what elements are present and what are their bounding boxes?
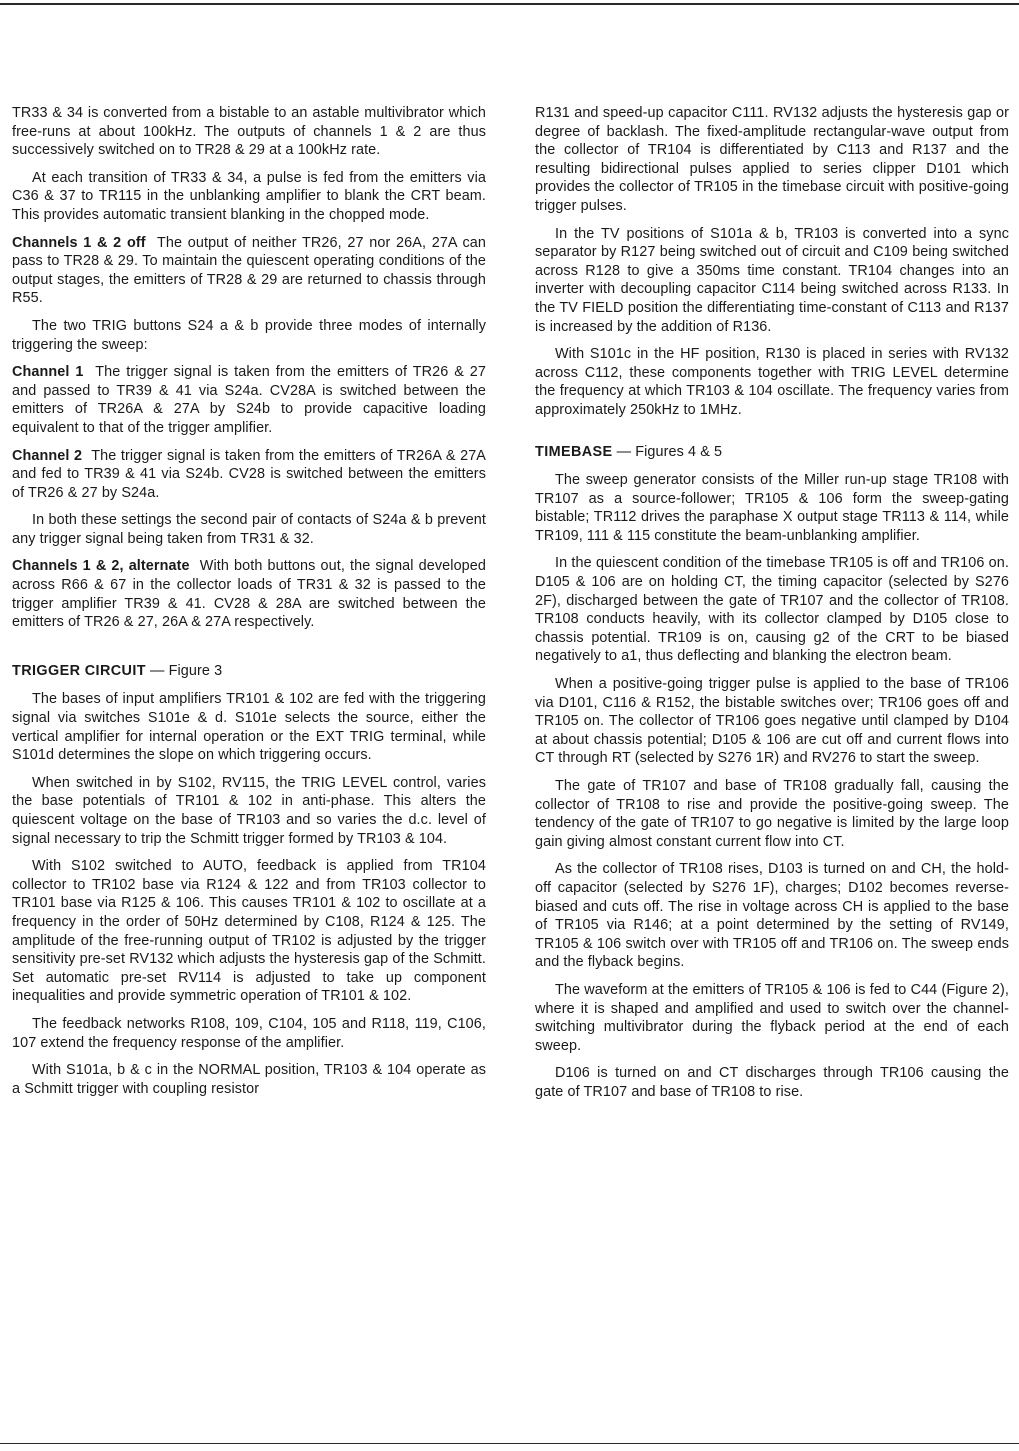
paragraph	[535, 981, 1009, 1055]
paragraph	[12, 169, 486, 225]
bottom-rule	[0, 1443, 1019, 1444]
paragraph-text: In the TV positions of S101a & b, TR103 is converted into a sync separator by R127 being switched out of circuit and C109 being switched across R128 to give a 350ms time constant. TR104 changes into an inverter with decoupling capacitor C114 being switched across R133. In the TV FIELD position the differentiating time-constant of C113 and R137 is increased by the addition of R136.	[535, 225, 1009, 335]
paragraph-text: As the collector of TR108 rises, D103 is turned on and CH, the hold-off capacitor (selected by S276 1F), charges; D102 becomes reverse-biased and cuts off. The rise in voltage across CH is applied to the base of TR105 via R146; at a point determined by the setting of RV149, TR105 & 106 switch over with TR105 off and TR106 on. The sweep ends and the flyback begins.	[535, 861, 1009, 971]
paragraph	[535, 345, 1009, 419]
paragraph-text: The waveform at the emitters of TR105 & 106 is fed to C44 (Figure 2), where it is shaped and amplified and used to switch over the channel-switching multivibrator during the flyback period at the end of each sweep.	[535, 981, 1009, 1054]
paragraph	[12, 857, 486, 1006]
paragraph	[12, 363, 486, 437]
paragraph-text: At each transition of TR33 & 34, a pulse is fed from the emitters via C36 & 37 to TR115 in the unblanking amplifier to blank the CRT beam. This provides automatic transient blanking in the chopped mode.	[12, 169, 486, 223]
paragraph-text: When a positive-going trigger pulse is applied to the base of TR106 via D101, C116 & R152, the bistable switches over; TR106 goes off and TR105 on. The collector of TR106 goes negative until clamped by D104 at about chassis potential; D105 & 106 are cut off and current flows into CT through RT (selected by S276 1R) and RV276 to start the sweep.	[535, 676, 1009, 767]
paragraph	[535, 1064, 1009, 1101]
paragraph	[12, 1015, 486, 1052]
paragraph	[12, 1061, 486, 1098]
paragraph-text: When switched in by S102, RV115, the TRIG LEVEL control, varies the base potentials of TR101 & 102 in anti-phase. This alters the quiescent voltage on the base of TR103 and so varies the d.c. level of signal necessary to trip the Schmitt trigger formed by TR103 & 104.	[12, 774, 486, 847]
section-heading-figure-ref: — Figure 3	[145, 662, 223, 679]
paragraph	[12, 774, 486, 848]
paragraph	[12, 234, 486, 308]
paragraph	[12, 690, 486, 764]
paragraph-text: The sweep generator consists of the Miller run-up stage TR108 with TR107 as a source-follower; TR105 & 106 form the sweep-gating bistable; TR112 drives the paraphase X output stage TR113 & 114, while TR109, 111 & 115 constitute the beam-unblanking amplifier.	[535, 472, 1009, 544]
paragraph-text: The gate of TR107 and base of TR108 gradually fall, causing the collector of TR108 to rise and provide the positive-going sweep. The tendency of the gate of TR107 to go negative is limited by the large loop gain giving almost constant current flow into CT.	[535, 778, 1009, 850]
paragraph-text: The trigger signal is taken from the emitters of TR26A & 27A and fed to TR39 & 41 via S24b. CV28 is switched between the emitters of TR26 & 27 by S24a.	[12, 447, 486, 501]
paragraph-text: The trigger signal is taken from the emitters of TR26 & 27 and passed to TR39 & 41 via S24a. CV28A is switched between the emitters of TR26A & 27A by S24b to provide capacitive loading equivalent to that of the trigger amplifier.	[12, 364, 487, 436]
paragraph	[12, 511, 486, 548]
paragraph-lead-heading: Channels 1 & 2, alternate	[12, 558, 190, 575]
paragraph-lead-heading: Channel 1	[12, 364, 84, 381]
section-heading	[12, 662, 486, 681]
paragraph	[12, 317, 486, 354]
paragraph-text: The bases of input amplifiers TR101 & 102 are fed with the triggering signal via switches S101e & d. S101e selects the source, either the vertical amplifier for internal operation or the EXT TRIG terminal, while S101d determines the slope on which triggering occurs.	[12, 691, 486, 764]
paragraph-text: With S101c in the HF position, R130 is placed in series with RV132 across C112, these components together with TRIG LEVEL determine the frequency at which TR103 & 104 oscillate. The frequency varies from approximately 250kHz to 1MHz.	[535, 346, 1009, 418]
paragraph	[535, 225, 1009, 337]
paragraph	[535, 471, 1009, 545]
section-heading-title: TRIGGER CIRCUIT	[12, 662, 146, 679]
right-column	[535, 104, 1009, 1111]
paragraph	[535, 554, 1009, 666]
paragraph-text: In the quiescent condition of the timebase TR105 is off and TR106 on. D105 & 106 are on holding CT, the timing capacitor (selected by S276 2F), discharged between the gate of TR107 and the collector of TR108. TR108 conducts heavily, with its collector clamped by D105 close to chassis potential. TR109 is on, causing g2 of the CRT to be biased negatively to a1, thus deflecting and blanking the electron beam.	[535, 555, 1009, 665]
paragraph-text: R131 and speed-up capacitor C111. RV132 adjusts the hysteresis gap or degree of backlash. The fixed-amplitude rectangular-wave output from the collector of TR104 is differentiated by C113 and R137 and the resulting bidirectional pulses applied to series clipper D101 which provides the collector of TR105 in the timebase circuit with positive-going trigger pulses.	[535, 105, 1009, 214]
paragraph	[535, 860, 1009, 972]
paragraph-text: D106 is turned on and CT discharges through TR106 causing the gate of TR107 and base of TR108 to rise.	[535, 1065, 1009, 1100]
paragraph-text: With S102 switched to AUTO, feedback is applied from TR104 collector to TR102 base via R124 & 122 and from TR103 collector to TR101 base via R125 & 106. This causes TR101 & 102 to oscillate at a frequency in the order of 50Hz determined by C108, R124 & 125. The amplitude of the free-running output of TR102 is adjusted by the trigger sensitivity pre-set RV132 which adjusts the hysteresis gap of the Schmitt. Set automatic pre-set RV114 is adjusted to take up component inequalities and provide symmetric operation of TR101 & 102.	[12, 858, 486, 1005]
paragraph	[535, 104, 1009, 216]
paragraph	[12, 104, 486, 160]
section-heading-title: TIMEBASE	[535, 443, 613, 460]
paragraph-lead-heading: Channels 1 & 2 off	[12, 234, 146, 251]
paragraph	[535, 777, 1009, 851]
paragraph-lead-heading: Channel 2	[12, 447, 83, 464]
section-heading-figure-ref: — Figures 4 & 5	[612, 443, 723, 460]
paragraph-text: The feedback networks R108, 109, C104, 105 and R118, 119, C106, 107 extend the frequency response of the amplifier.	[12, 1015, 486, 1051]
paragraph-text: With both buttons out, the signal developed across R66 & 67 in the collector loads of TR31 & 32 is passed to the trigger amplifier TR39 & 41. CV28 & 28A are switched between the emitters of TR26 & 27, 26A & 27A respectively.	[12, 558, 486, 631]
paragraph-text: TR33 & 34 is converted from a bistable to an astable multivibrator which free-runs at about 100kHz. The outputs of channels 1 & 2 are thus successively switched on to TR28 & 29 at a 100kHz rate.	[12, 105, 486, 159]
paragraph-text: With S101a, b & c in the NORMAL position, TR103 & 104 operate as a Schmitt trigger with coupling resistor	[12, 1062, 486, 1097]
paragraph	[535, 675, 1009, 768]
paragraph-text: In both these settings the second pair of contacts of S24a & b prevent any trigger signal being taken from TR31 & 32.	[12, 512, 486, 547]
section-heading	[535, 443, 1009, 462]
paragraph-text: The two TRIG buttons S24 a & b provide three modes of internally triggering the sweep:	[12, 317, 486, 353]
paragraph	[12, 447, 486, 503]
top-rule	[0, 3, 1019, 5]
left-column	[12, 104, 486, 1107]
paragraph	[12, 557, 486, 631]
paragraph-text: The output of neither TR26, 27 nor 26A, 27A can pass to TR28 & 29. To maintain the quiescent operating conditions of the output stages, the emitters of TR28 & 29 are returned to chassis through R55.	[12, 234, 487, 307]
